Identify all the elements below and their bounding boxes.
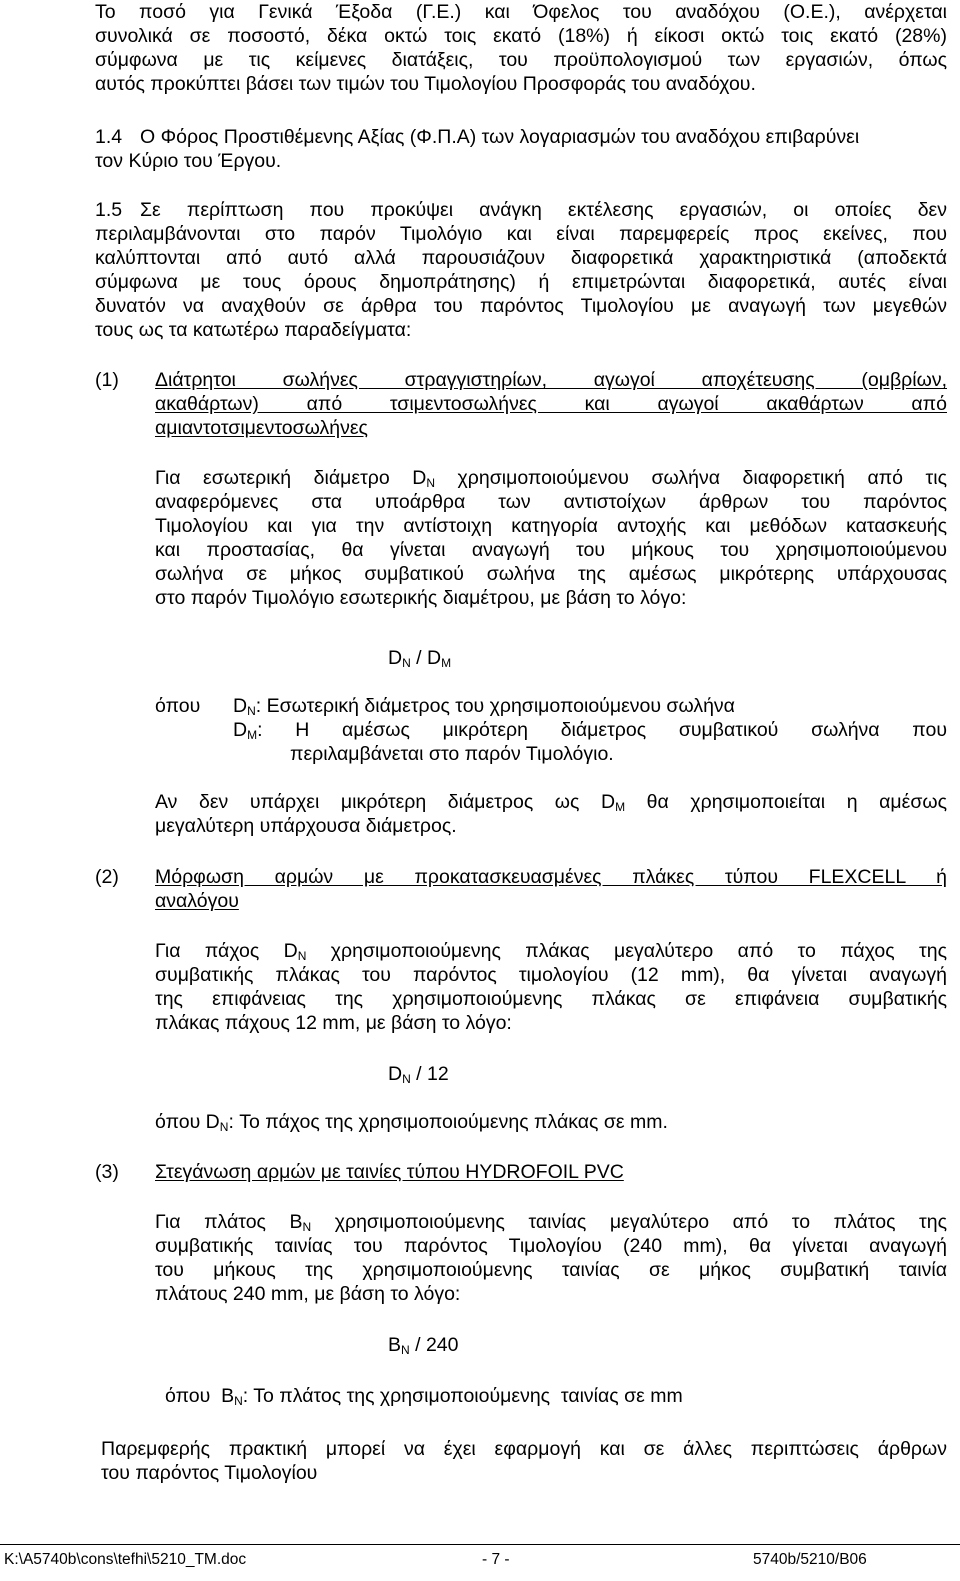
item-2-paragraph <box>155 939 947 1035</box>
closing-line: Παρεμφερής πρακτική μπορεί να έχει εφαρμογή και σε άλλες περιπτώσεις άρθρων <box>101 1438 947 1460</box>
intro-paragraph <box>95 0 947 96</box>
item-2-para-pre: Για πάχος D <box>155 940 298 962</box>
footer-path: K:\A5740b\cons\tefhi\5210_TM.doc <box>4 1551 247 1568</box>
formula-b: 240 <box>425 1334 459 1356</box>
item-1-title-line: Διάτρητοι σωλήνες στραγγιστηρίων, αγωγοί αποχέτευσης (ομβρίων, <box>155 369 947 391</box>
where-line <box>155 1110 668 1134</box>
def-symbol: D <box>233 695 248 717</box>
formula-b: 12 <box>427 1063 449 1085</box>
subscript: N <box>297 949 307 963</box>
subscript: M <box>615 800 626 814</box>
formula-b: D <box>427 647 442 669</box>
item-2-para-post: χρησιμοποιούμενης πλάκας μεγαλύτερο από το πάχος της <box>306 940 947 962</box>
item-2-title <box>155 865 947 913</box>
item-1-para-post: χρησιμοποιούμενου σωλήνα διαφορετική από τις <box>435 467 947 489</box>
item-2-para-line <box>155 939 947 963</box>
item-2-title-line: Μόρφωση αρμών με προκατασκευασμένες πλάκες τύπου FLEXCELL ή <box>155 866 947 888</box>
item-2-where <box>155 1110 668 1134</box>
formula-sep: / <box>410 1063 428 1085</box>
subscript: Ν <box>234 1394 243 1408</box>
footer-page-number: - 7 - <box>482 1551 510 1568</box>
item-number-3: (3) <box>95 1161 119 1183</box>
item-3-title <box>155 1160 947 1184</box>
item-3-title-line: Στεγάνωση αρμών με ταινίες τύπου HYDROFOIL PVC <box>155 1161 624 1183</box>
item-1-para-line: στο παρόν Τιμολόγιο εσωτερικής διαμέτρου, με βάση το λόγο: <box>155 587 687 609</box>
item-3-para-line <box>155 1210 947 1234</box>
item-1-para-line: αναφερόμενες στα υποάρθρα των αντιστοίχων άρθρων του παρόντος <box>155 491 947 513</box>
item-3-para-post: χρησιμοποιούμενης ταινίας μεγαλύτερο από το πλάτος της <box>311 1211 947 1233</box>
item-1-def-2 <box>233 718 947 742</box>
where-line <box>165 1384 683 1408</box>
formula-line <box>388 646 451 670</box>
section-1-5-text <box>95 198 947 342</box>
section-number-1-5: 1.5 <box>95 199 123 221</box>
item-number-1: (1) <box>95 369 119 391</box>
item-2-title-line: αναλόγου <box>155 890 239 912</box>
section-1-5-line: δυνατόν να αναχθούν σε άρθρα του παρόντος Τιμολογίου με αναγωγή των μεγεθών <box>95 295 947 317</box>
where-post: : Το πλάτος της χρησιμοποιούμενης ταινίας σε mm <box>242 1385 683 1407</box>
subscript: M <box>441 656 452 670</box>
closing-paragraph <box>101 1437 947 1485</box>
item-2-para-line: πλάκας πάχους 12 mm, με βάση το λόγο: <box>155 1012 512 1034</box>
formula-sep: / <box>410 647 428 669</box>
item-3-where <box>165 1384 683 1408</box>
item-1-para-line: Τιμολογίου και για την αντίστοιχη κατηγορία αντοχής και μεθόδων κατασκευής <box>155 515 947 537</box>
item-3-para-line: συμβατικής ταινίας του παρόντος Τιμολογίου (240 mm), θα γίνεται αναγωγή <box>155 1235 947 1257</box>
section-1-5-line: καλύπτονται από αυτό αλλά παρουσιάζουν διαφορετικά χαρακτηριστικά (αποδεκτά <box>95 247 947 269</box>
note-line <box>155 790 947 814</box>
subscript: M <box>247 728 258 742</box>
item-1-title <box>155 368 947 440</box>
formula-line <box>388 1062 449 1086</box>
item-3-paragraph <box>155 1210 947 1306</box>
note-line: μεγαλύτερη υπάρχουσα διάμετρος. <box>155 815 457 837</box>
item-number-2: (2) <box>95 866 119 888</box>
formula-a: D <box>388 647 403 669</box>
item-1-def-1 <box>233 694 947 718</box>
item-1-where-label: όπου <box>155 695 201 717</box>
intro-line: σύμφωνα με τις κείμενες διατάξεις, του προϋπολογισμού των εργασιών, όπως <box>95 49 947 71</box>
item-1-para-line: και προστασίας, θα γίνεται αναγωγή του μήκους του χρησιμοποιούμενου <box>155 539 947 561</box>
item-3-para-line: πλάτους 240 mm, με βάση το λόγο: <box>155 1283 461 1305</box>
intro-line: Το ποσό για Γενικά Έξοδα (Γ.Ε.) και Όφελος του αναδόχου (Ο.Ε.), ανέρχεται <box>95 1 947 23</box>
intro-line: αυτός προκύπτει βάσει των τιμών του Τιμολογίου Προσφοράς του αναδόχου. <box>95 73 756 95</box>
item-1-para-line <box>155 466 947 490</box>
closing-line: του παρόντος Τιμολογίου <box>101 1462 318 1484</box>
def-continuation: περιλαμβάνεται στο παρόν Τιμολόγιο. <box>290 743 614 765</box>
subscript: N <box>247 704 256 718</box>
section-number-1-4: 1.4 <box>95 126 123 148</box>
def-line <box>233 694 947 718</box>
item-1-formula <box>388 646 451 670</box>
formula-sep: / <box>409 1334 426 1356</box>
item-1-title-line: ακαθάρτων) από τσιμεντοσωλήνες και αγωγοί ακαθάρτων από <box>155 393 947 415</box>
section-1-4-text <box>95 125 947 173</box>
intro-line: συνολικά σε ποσοστό, δέκα οκτώ τοις εκατό (18%) ή είκοσι οκτώ τοις εκατό (28%) <box>95 25 947 47</box>
subscript: N <box>426 476 436 490</box>
where-pre: όπου D <box>155 1111 220 1133</box>
item-1-para-pre: Για εσωτερική διάμετρο D <box>155 467 427 489</box>
item-3-para-pre: Για πλάτος Β <box>155 1211 303 1233</box>
where-post: : Το πάχος της χρησιμοποιούμενης πλάκας σε mm. <box>228 1111 668 1133</box>
section-1-5-line: Σε περίπτωση που προκύψει ανάγκη εκτέλεσης εργασιών, οι οποίες δεν <box>140 199 947 221</box>
def-symbol: D <box>233 719 248 741</box>
subscript: N <box>219 1120 229 1134</box>
formula-a: Β <box>388 1334 402 1356</box>
item-2-para-line: της επιφάνειας της χρησιμοποιούμενης πλάκας σε επιφάνεια συμβατικής <box>155 988 947 1010</box>
item-2-para-line: συμβατικής πλάκας του παρόντος τιμολογίου (12 mm), θα γίνεται αναγωγή <box>155 964 947 986</box>
item-3-formula <box>388 1333 459 1357</box>
def-text: : Εσωτερική διάμετρος του χρησιμοποιούμενου σωλήνα <box>255 695 735 717</box>
subscript: Ν <box>401 1343 410 1357</box>
footer-doc-code: 5740b/5210/B06 <box>753 1551 867 1568</box>
section-1-5-line: περιλαμβάνονται στο παρόν Τιμολόγιο και είναι παρεμφερείς προς εκείνες, που <box>95 223 947 245</box>
footer-rule <box>0 1544 960 1545</box>
item-1-title-line: αμιαντοτσιμεντοσωλήνες <box>155 417 368 439</box>
formula-line <box>388 1333 459 1357</box>
section-line <box>95 125 947 149</box>
note-pre: Αν δεν υπάρχει μικρότερη διάμετρος ως D <box>155 791 616 813</box>
item-3-para-line: του μήκους της χρησιμοποιούμενης ταινίας σε μήκος συμβατική ταινία <box>155 1259 947 1281</box>
section-1-4-line-2: τον Κύριο του Έργου. <box>95 150 282 172</box>
section-1-5-line: τους ως τα κατωτέρω παραδείγματα: <box>95 319 412 341</box>
item-1-note <box>155 790 947 838</box>
section-1-4-line-1: Ο Φόρος Προστιθέμενης Αξίας (Φ.Π.Α) των λογαριασμών του αναδόχου επιβαρύνει <box>140 126 860 148</box>
subscript: Ν <box>302 1220 312 1234</box>
formula-a: D <box>388 1063 403 1085</box>
item-1-def-2-cont <box>290 742 614 766</box>
item-1-para-line: σωλήνα σε μήκος συμβατικού σωλήνα της αμέσως μικρότερης υπάρχουσας <box>155 563 947 585</box>
item-1-paragraph <box>155 466 947 610</box>
where-pre: όπου Β <box>165 1385 235 1407</box>
section-1-5-line: σύμφωνα με τους όρους δημοπράτησης) ή επιμετρώνται διαφορετικά, αυτές είναι <box>95 271 947 293</box>
def-line <box>233 718 947 742</box>
note-post: θα χρησιμοποιείται η αμέσως <box>625 791 947 813</box>
item-2-formula <box>388 1062 449 1086</box>
subscript: N <box>402 656 411 670</box>
subscript: N <box>402 1072 411 1086</box>
def-text: : Η αμέσως μικρότερη διάμετρος συμβατικού σωλήνα που <box>257 719 947 741</box>
